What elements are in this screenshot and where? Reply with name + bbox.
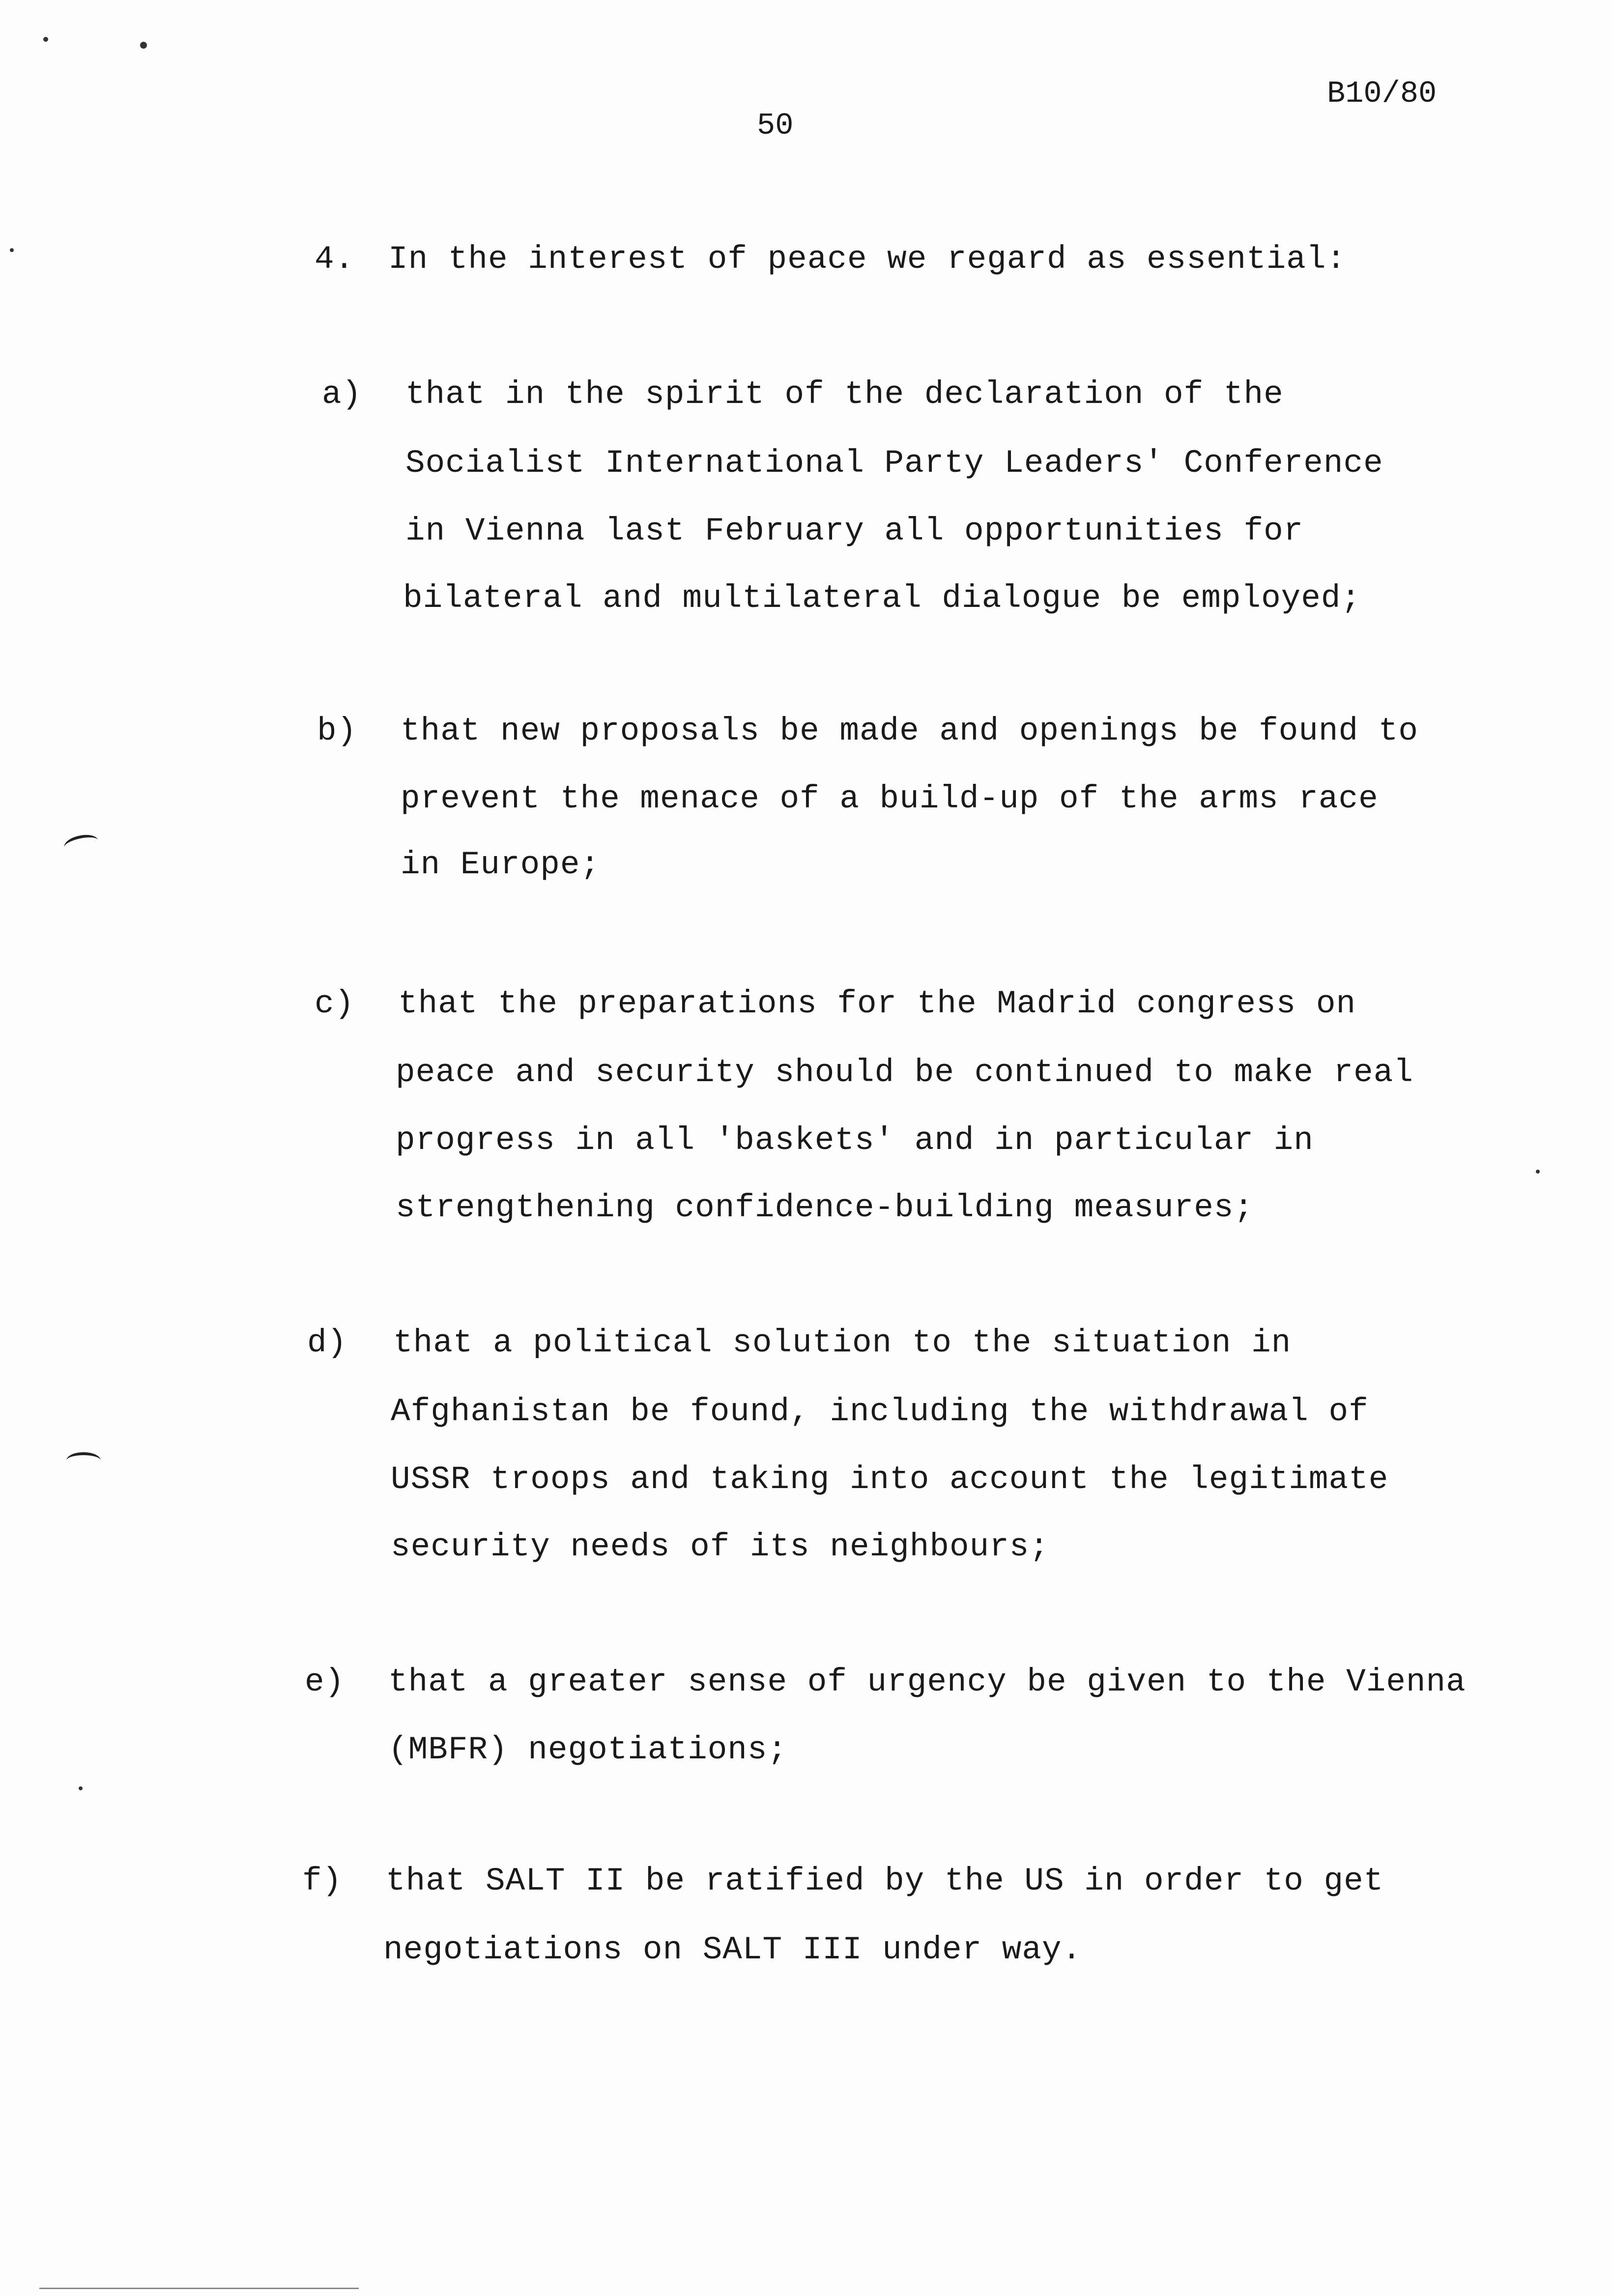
list-item-label: a) [322,376,362,413]
page-number: 50 [757,108,794,143]
list-item-line: peace and security should be continued to make real [396,1054,1413,1091]
list-item-line: that in the spirit of the declaration of the [405,376,1284,413]
list-item-line: progress in all 'baskets' and in particular in [396,1122,1314,1159]
list-item-line: security needs of its neighbours; [391,1528,1050,1565]
list-item-line: that a greater sense of urgency be given to the Vienna [388,1664,1466,1700]
list-item-line: bilateral and multilateral dialogue be employed; [403,580,1361,617]
scan-speck [1536,1170,1540,1174]
list-item-line: prevent the menace of a build-up of the arms race [401,780,1379,817]
section-intro-text: In the interest of peace we regard as essential: [388,241,1347,278]
scan-speck [79,1786,83,1790]
list-item-line: that new proposals be made and openings be found to [401,713,1418,749]
list-item-label: b) [317,713,357,749]
scan-speck [140,42,147,49]
list-item-line: that a political solution to the situation in [393,1324,1292,1361]
list-item-label: d) [307,1324,347,1361]
section-intro [315,241,1346,278]
document-reference: B10/80 [1327,76,1437,111]
list-item-label: f) [302,1863,343,1899]
section-number: 4. [315,241,355,278]
punch-mark-icon [62,832,100,856]
list-item-line: USSR troops and taking into account the legitimate [391,1461,1389,1498]
list-item-line: (MBFR) negotiations; [388,1731,788,1768]
list-item-label: e) [305,1664,345,1700]
list-item-line: negotiations on SALT III under way. [383,1931,1082,1968]
list-item-line: that the preparations for the Madrid congress on [398,985,1356,1022]
list-item-line: in Europe; [401,846,601,883]
punch-mark-icon [66,1452,101,1469]
list-item-line: that SALT II be ratified by the US in order to get [386,1863,1384,1899]
list-item-label: c) [315,985,355,1022]
scan-speck [10,248,14,252]
list-item-line: Socialist International Party Leaders' Conference [405,445,1383,482]
scan-speck [43,37,48,42]
bottom-rule [39,2288,359,2289]
list-item-line: in Vienna last February all opportunities for [405,513,1304,549]
list-item-line: strengthening confidence-building measures; [396,1189,1254,1226]
list-item-line: Afghanistan be found, including the withdrawal of [391,1393,1369,1430]
